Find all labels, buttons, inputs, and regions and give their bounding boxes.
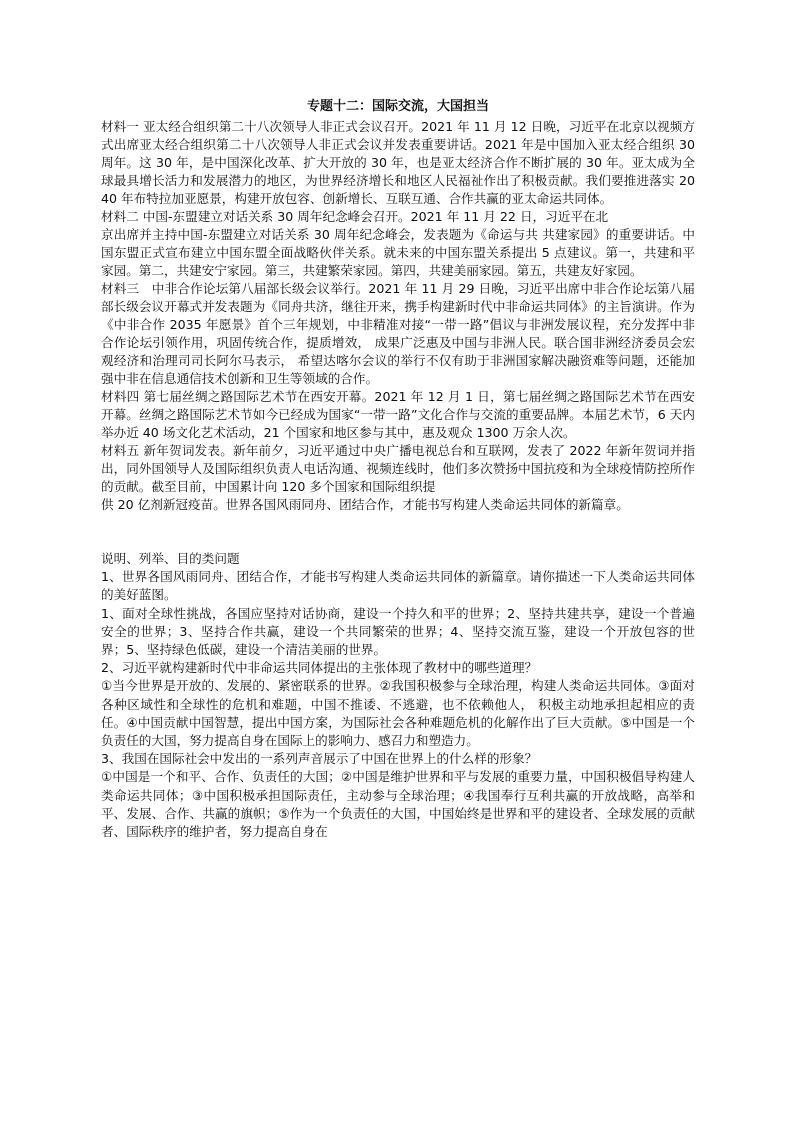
section-spacer bbox=[101, 514, 695, 550]
material-paragraph: 京出席并主持中国-东盟建立对话关系 30 周年纪念峰会，发表题为《命运与共 共建家园》的重要讲话。中国东盟正式宣布建立中国东盟全面战略伙伴关系。就未来的中国东盟关系提出 5 点建议。第一，共建和平家园。第二，共建安宁家园。第三，共建繁荣家园。第四，共建美丽家园。第五，共建友好家园。 bbox=[101, 227, 695, 278]
material-paragraph: 供 20 亿剂新冠疫苗。世界各国风雨同舟、团结合作，才能书写构建人类命运共同体的新篇章。 bbox=[101, 497, 629, 512]
questions-section bbox=[101, 550, 695, 841]
material-paragraph: 材料一 亚太经合组织第二十八次领导人非正式会议召开。2021 年 11 月 12 日晚，习近平在北京以视频方式出席亚太经合组织第二十八次领导人非正式会议并发表重要讲话。2021 年是中国加入亚太经合组织 30 周年。这 30 年，是中国深化改革、扩大开放的 30 年，也是亚太经济合作不断扩展的 30 年。亚太成为全球最具增长活力和发展潜力的地区，为世界经济增长和地区人民福祉作出了积极贡献。我们要推进落实 2040 年布特拉加亚愿景，构建开放包容、创新增长、互联互通、合作共赢的亚太命运共同体。 bbox=[101, 119, 695, 206]
document-page bbox=[101, 98, 695, 841]
question: 3、我国在国际社会中发出的一系列声音展示了中国在世界上的什么样的形象？ bbox=[101, 751, 538, 767]
material-paragraph: 材料五 新年贺词发表。新年前夕，习近平通过中央广播电视总台和互联网，发表了 2022 年新年贺词并指出，同外国领导人及国际组织负责人电话沟通、视频连线时，他们多次赞扬中国抗疫和为全球疫情防控所作的贡献。截至目前，中国累计向 120 多个国家和国际组织提 bbox=[101, 443, 695, 494]
material-paragraph: 材料三 中非合作论坛第八届部长级会议举行。2021 年 11 月 29 日晚，习近平出席中非合作论坛第八届部长级会议开幕式并发表题为《同舟共济，继往开来，携手构建新时代中非命运共同体》的主旨演讲。作为《中非合作 2035 年愿景》首个三年规划，中非精准对接“一带一路”倡议与非洲发展议程，充分发挥中非合作论坛引领作用，巩固传统合作，提质增效， 成果广泛惠及中国与非洲人民。联合国非洲经济委员会宏观经济和治理司司长阿尔马表示， 希望达喀尔会议的举行不仅有助于非洲国家解决融资难等问题，还能加强中非在信息通信技术创新和卫生等领域的合作。 bbox=[101, 281, 695, 386]
question: 2、习近平就构建新时代中非命运共同体提出的主张体现了教材中的哪些道理？ bbox=[101, 660, 538, 676]
material-paragraph: 材料四 第七届丝绸之路国际艺术节在西安开幕。2021 年 12 月 1 日，第七届丝绸之路国际艺术节在西安开幕。丝绸之路国际艺术节如今已经成为国家“一带一路”文化合作与交流的重要品牌。本届艺术节，6 天内举办近 40 场文化艺术活动，21 个国家和地区参与其中，惠及观众 1300 万余人次。 bbox=[101, 389, 695, 440]
section-heading: 说明、列举、目的类问题 bbox=[101, 551, 240, 566]
question: 1、世界各国风雨同舟、团结合作，才能书写构建人类命运共同体的新篇章。请你描述一下人类命运共同体的美好蓝图。 bbox=[101, 569, 695, 603]
answer: ①当今世界是开放的、发展的、紧密联系的世界。②我国积极参与全球治理，构建人类命运共同体。③面对各种区域性和全球性的危机和难题，中国不推诿、不逃避，也不依赖他人， 积极主动地承担起相应的责任。④中国贡献中国智慧，提出中国方案，为国际社会各种难题危机的化解作出了巨大贡献。⑤中国是一个负责任的大国，努力提高自身在国际上的影响力、感召力和塑造力。 bbox=[101, 678, 695, 749]
material-paragraph: 材料二 中国-东盟建立对话关系 30 周年纪念峰会召开。2021 年 11 月 22 日，习近平在北 bbox=[101, 209, 609, 224]
materials-section bbox=[101, 118, 695, 514]
answer: 1、面对全球性挑战，各国应坚持对话协商，建设一个持久和平的世界；2、坚持共建共享，建设一个普遍安全的世界；3、坚持合作共赢，建设一个共同繁荣的世界；4、坚持交流互鉴，建设一个开放包容的世界；5、坚持绿色低碳，建设一个清洁美丽的世界。 bbox=[101, 605, 695, 658]
answer: ①中国是一个和平、合作、负责任的大国；②中国是维护世界和平与发展的重要力量，中国积极倡导构建人类命运共同体；③中国积极承担国际责任，主动参与全球治理；④我国奉行互利共赢的开放战略，高举和平、发展、合作、共赢的旗帜；⑤作为一个负责任的大国，中国始终是世界和平的建设者、全球发展的贡献者、国际秩序的维护者，努力提高自身在 bbox=[101, 769, 695, 840]
page-title: 专题十二：国际交流，大国担当 bbox=[306, 99, 489, 114]
